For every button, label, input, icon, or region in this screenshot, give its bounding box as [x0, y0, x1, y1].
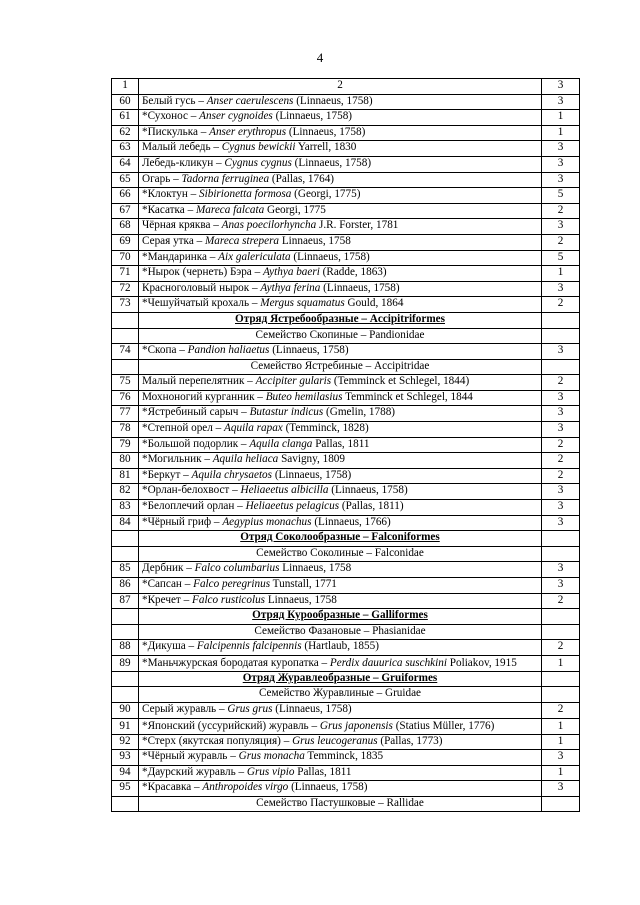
species-latin-name: Aquila rapax	[224, 422, 283, 435]
species-latin-name: Anas poecilorhyncha	[221, 219, 317, 232]
species-author: (Hartlaub, 1855)	[301, 640, 379, 653]
empty-cell	[542, 609, 580, 625]
species-name-cell	[139, 390, 542, 406]
species-author: Pallas, 1811	[312, 437, 370, 450]
species-number: 88	[112, 640, 139, 656]
species-number: 81	[112, 468, 139, 484]
species-name-cell	[139, 172, 542, 188]
species-number: 94	[112, 765, 139, 781]
family-heading-row	[112, 687, 580, 703]
order-heading: Отряд Соколообразные – Falconiformes	[139, 531, 542, 547]
order-heading: Отряд Курообразные – Galliformes	[139, 609, 542, 625]
species-author: Poliakov, 1915	[446, 656, 517, 669]
species-author: Linnaeus, 1758	[279, 562, 352, 575]
family-heading: Семейство Пастушковые – Rallidae	[139, 796, 542, 812]
species-name-cell	[139, 266, 542, 282]
species-name-cell	[139, 250, 542, 266]
status-category: 2	[542, 453, 580, 469]
status-category: 3	[542, 750, 580, 766]
status-category: 2	[542, 468, 580, 484]
species-row	[112, 188, 580, 204]
empty-cell	[542, 531, 580, 547]
status-category: 2	[542, 437, 580, 453]
species-number: 79	[112, 437, 139, 453]
species-name-cell	[139, 422, 542, 438]
species-russian-name: *Мандаринка –	[142, 250, 219, 263]
species-russian-name: *Клоктун –	[142, 188, 200, 201]
header-col-1: 1	[112, 79, 139, 95]
species-table-body	[112, 79, 580, 812]
species-latin-name: Cygnus bewickii	[221, 141, 296, 154]
species-author: (Pallas, 1773)	[377, 734, 443, 747]
species-russian-name: *Пискулька –	[142, 125, 210, 138]
family-heading: Семейство Соколиные – Falconidae	[139, 546, 542, 562]
species-name-cell	[139, 500, 542, 516]
species-latin-name: Grus japonensis	[319, 719, 393, 732]
species-number: 77	[112, 406, 139, 422]
species-russian-name: Белый гусь –	[142, 94, 207, 107]
species-number: 74	[112, 344, 139, 360]
species-russian-name: *Сапсан –	[142, 578, 194, 590]
status-category: 1	[542, 765, 580, 781]
species-latin-name: Aythya baeri	[262, 266, 320, 279]
species-russian-name: Дербник –	[142, 562, 195, 575]
species-russian-name: *Ястребиный сарыч –	[142, 406, 250, 419]
species-row	[112, 172, 580, 188]
species-number: 87	[112, 593, 139, 609]
species-row	[112, 500, 580, 516]
species-russian-name: Огарь –	[142, 172, 182, 185]
species-row	[112, 297, 580, 313]
species-name-cell	[139, 94, 542, 110]
species-row	[112, 250, 580, 266]
species-row	[112, 765, 580, 781]
order-heading-row	[112, 531, 580, 547]
species-number: 63	[112, 141, 139, 157]
species-latin-name: Tadorna ferruginea	[181, 172, 270, 185]
family-heading-row	[112, 328, 580, 344]
header-col-2: 2	[139, 79, 542, 95]
order-heading-row	[112, 609, 580, 625]
species-latin-name: Anser caerulescens	[206, 94, 294, 107]
species-author: (Linnaeus, 1758)	[320, 281, 400, 294]
species-latin-name: Aquila clanga	[249, 437, 313, 450]
empty-cell	[542, 796, 580, 812]
status-category: 2	[542, 703, 580, 719]
species-latin-name: Falcipennis falcipennis	[196, 640, 302, 653]
species-latin-name: Mareca falcata	[195, 203, 265, 216]
species-number: 78	[112, 422, 139, 438]
species-row	[112, 125, 580, 141]
species-row	[112, 578, 580, 594]
species-author: Linnaeus, 1758	[265, 593, 337, 606]
species-name-cell	[139, 219, 542, 235]
species-russian-name: *Японский (уссурийский) журавль –	[142, 719, 320, 732]
species-name-cell	[139, 734, 542, 750]
status-category: 5	[542, 188, 580, 204]
order-heading: Отряд Ястребообразные – Accipitriformes	[139, 312, 542, 328]
species-number: 80	[112, 453, 139, 469]
family-heading-row	[112, 359, 580, 375]
empty-cell	[112, 328, 139, 344]
species-number: 84	[112, 515, 139, 531]
species-latin-name: Falco peregrinus	[193, 578, 271, 590]
species-number: 93	[112, 750, 139, 766]
species-russian-name: *Скопа –	[142, 344, 188, 357]
species-name-cell	[139, 484, 542, 500]
species-latin-name: Buteo hemilasius	[265, 390, 343, 403]
status-category: 2	[542, 640, 580, 656]
species-latin-name: Falco columbarius	[194, 562, 280, 575]
species-author: (Linnaeus, 1766)	[311, 515, 391, 528]
species-russian-name: *Красавка –	[142, 781, 203, 794]
species-author: (Linnaeus, 1758)	[272, 703, 352, 716]
status-category: 3	[542, 562, 580, 578]
species-number: 62	[112, 125, 139, 141]
status-category: 3	[542, 406, 580, 422]
species-latin-name: Anthropoides virgo	[202, 781, 289, 794]
species-number: 76	[112, 390, 139, 406]
species-author: Yarrell, 1830	[295, 141, 357, 154]
empty-cell	[112, 671, 139, 687]
status-category: 1	[542, 734, 580, 750]
family-heading-row	[112, 796, 580, 812]
status-category: 3	[542, 344, 580, 360]
status-category: 2	[542, 203, 580, 219]
species-latin-name: Accipiter gularis	[255, 375, 332, 388]
empty-cell	[112, 546, 139, 562]
species-row	[112, 655, 580, 671]
species-author: (Pallas, 1811)	[339, 500, 404, 513]
species-number: 85	[112, 562, 139, 578]
species-number: 72	[112, 281, 139, 297]
status-category: 3	[542, 94, 580, 110]
species-name-cell	[139, 718, 542, 734]
species-name-cell	[139, 703, 542, 719]
species-latin-name: Grus leucogeranus	[292, 734, 378, 747]
species-row	[112, 750, 580, 766]
species-russian-name: *Чёрный журавль –	[142, 750, 239, 763]
status-category: 3	[542, 422, 580, 438]
species-russian-name: *Сухонос –	[142, 110, 200, 123]
species-latin-name: Aquila heliaca	[212, 453, 279, 466]
species-latin-name: Falco rusticolus	[192, 593, 266, 606]
species-latin-name: Mergus squamatus	[260, 297, 345, 310]
status-category: 3	[542, 500, 580, 516]
empty-cell	[542, 624, 580, 640]
status-category: 3	[542, 141, 580, 157]
species-name-cell	[139, 750, 542, 766]
species-russian-name: *Нырок (чернеть) Бэра –	[142, 266, 263, 279]
species-name-cell	[139, 141, 542, 157]
species-russian-name: *Могильник –	[142, 453, 213, 466]
species-russian-name: *Степной орел –	[142, 422, 225, 435]
species-latin-name: Aegypius monachus	[222, 515, 312, 528]
species-row	[112, 562, 580, 578]
species-row	[112, 110, 580, 126]
species-russian-name: *Стерх (якутская популяция) –	[142, 734, 293, 747]
species-number: 92	[112, 734, 139, 750]
species-russian-name: *Касатка –	[142, 203, 196, 216]
species-row	[112, 390, 580, 406]
status-category: 1	[542, 718, 580, 734]
species-row	[112, 515, 580, 531]
status-category: 3	[542, 281, 580, 297]
species-russian-name: *Белоплечий орлан –	[142, 500, 246, 513]
status-category: 1	[542, 655, 580, 671]
species-author: (Pallas, 1764)	[269, 172, 335, 185]
species-author: (Radde, 1863)	[319, 266, 387, 279]
species-number: 75	[112, 375, 139, 391]
species-name-cell	[139, 375, 542, 391]
species-russian-name: *Даурский журавль –	[142, 765, 247, 778]
status-category: 2	[542, 593, 580, 609]
status-category: 1	[542, 110, 580, 126]
species-author: J.R. Forster, 1781	[316, 219, 399, 232]
status-category: 1	[542, 266, 580, 282]
species-name-cell	[139, 578, 542, 594]
species-name-cell	[139, 437, 542, 453]
species-number: 70	[112, 250, 139, 266]
species-name-cell	[139, 515, 542, 531]
species-author: (Linnaeus, 1758)	[288, 781, 368, 794]
species-row	[112, 219, 580, 235]
order-heading-row	[112, 671, 580, 687]
species-russian-name: *Орлан-белохвост –	[142, 484, 241, 497]
species-author: Tunstall, 1771	[270, 578, 337, 590]
family-heading: Семейство Фазановые – Phasianidae	[139, 624, 542, 640]
species-number: 60	[112, 94, 139, 110]
species-row	[112, 422, 580, 438]
species-latin-name: Aythya ferina	[260, 281, 321, 294]
empty-cell	[112, 687, 139, 703]
species-latin-name: Anser erythropus	[209, 125, 287, 138]
header-col-3: 3	[542, 79, 580, 95]
empty-cell	[112, 312, 139, 328]
species-latin-name: Heliaeetus albicilla	[240, 484, 329, 497]
species-name-cell	[139, 156, 542, 172]
species-row	[112, 234, 580, 250]
empty-cell	[542, 312, 580, 328]
species-row	[112, 703, 580, 719]
species-name-cell	[139, 468, 542, 484]
species-latin-name: Pandion haliaetus	[187, 344, 270, 357]
species-author: (Temminck et Schlegel, 1844)	[331, 375, 470, 388]
species-author: (Linnaeus, 1758)	[291, 156, 372, 169]
empty-cell	[112, 359, 139, 375]
species-latin-name: Perdix dauurica suschkini	[329, 656, 447, 669]
status-category: 3	[542, 578, 580, 594]
empty-cell	[542, 328, 580, 344]
species-row	[112, 453, 580, 469]
family-heading: Семейство Скопиные – Pandionidae	[139, 328, 542, 344]
species-author: (Linnaeus, 1758)	[286, 125, 366, 138]
species-author: (Linnaeus, 1758)	[290, 250, 370, 263]
species-latin-name: Cygnus cygnus	[224, 156, 292, 169]
empty-cell	[112, 796, 139, 812]
species-russian-name: *Большой подорлик –	[142, 437, 250, 450]
family-heading: Семейство Ястребиные – Accipitridae	[139, 359, 542, 375]
species-author: (Linnaeus, 1758)	[293, 94, 373, 107]
status-category: 2	[542, 234, 580, 250]
species-russian-name: *Чешуйчатый крохаль –	[142, 297, 261, 310]
species-number: 68	[112, 219, 139, 235]
species-number: 95	[112, 781, 139, 797]
species-name-cell	[139, 453, 542, 469]
status-category: 2	[542, 375, 580, 391]
species-author: (Linnaeus, 1758)	[272, 468, 352, 481]
species-name-cell	[139, 297, 542, 313]
status-category: 1	[542, 125, 580, 141]
species-latin-name: Grus grus	[227, 703, 273, 716]
status-category: 2	[542, 297, 580, 313]
species-latin-name: Mareca strepera	[204, 234, 280, 247]
species-row	[112, 640, 580, 656]
species-name-cell	[139, 640, 542, 656]
species-author: Temminck et Schlegel, 1844	[342, 390, 473, 403]
species-author: Savigny, 1809	[278, 453, 345, 466]
empty-cell	[542, 687, 580, 703]
species-latin-name: Grus monacha	[238, 750, 305, 763]
species-number: 90	[112, 703, 139, 719]
species-latin-name: Grus vipio	[246, 765, 295, 778]
species-latin-name: Anser cygnoides	[199, 110, 273, 123]
species-latin-name: Heliaeetus pelagicus	[245, 500, 340, 513]
species-name-cell	[139, 281, 542, 297]
species-row	[112, 718, 580, 734]
empty-cell	[112, 609, 139, 625]
species-author: (Gmelin, 1788)	[323, 406, 396, 419]
order-heading-row	[112, 312, 580, 328]
species-name-cell	[139, 593, 542, 609]
status-category: 3	[542, 172, 580, 188]
species-name-cell	[139, 562, 542, 578]
species-row	[112, 203, 580, 219]
species-number: 71	[112, 266, 139, 282]
species-row	[112, 344, 580, 360]
family-heading-row	[112, 546, 580, 562]
species-author: (Linnaeus, 1758)	[328, 484, 408, 497]
species-author: Pallas, 1811	[294, 765, 352, 778]
species-russian-name: Серый журавль –	[142, 703, 228, 716]
species-latin-name: Aquila chrysaetos	[191, 468, 273, 481]
species-number: 82	[112, 484, 139, 500]
status-category: 3	[542, 390, 580, 406]
species-name-cell	[139, 655, 542, 671]
species-number: 86	[112, 578, 139, 594]
species-author: (Statius Müller, 1776)	[392, 719, 495, 732]
species-row	[112, 141, 580, 157]
species-russian-name: *Чёрный гриф –	[142, 515, 223, 528]
status-category: 3	[542, 781, 580, 797]
species-row	[112, 156, 580, 172]
family-heading-row	[112, 624, 580, 640]
species-russian-name: Мохноногий курганник –	[142, 390, 266, 403]
species-name-cell	[139, 203, 542, 219]
species-author: Temminck, 1835	[304, 750, 384, 763]
species-author: (Linnaeus, 1758)	[272, 110, 353, 123]
species-author: (Linnaeus, 1758)	[269, 344, 349, 357]
empty-cell	[542, 359, 580, 375]
species-author: Linnaeus, 1758	[279, 234, 351, 247]
species-name-cell	[139, 406, 542, 422]
species-author: Gould, 1864	[344, 297, 404, 310]
species-row	[112, 437, 580, 453]
species-russian-name: *Маньчжурская бородатая куропатка –	[142, 656, 330, 669]
species-russian-name: Лебедь-кликун –	[142, 156, 225, 169]
species-row	[112, 781, 580, 797]
empty-cell	[542, 671, 580, 687]
species-russian-name: *Беркут –	[142, 468, 192, 481]
species-name-cell	[139, 234, 542, 250]
empty-cell	[112, 531, 139, 547]
species-number: 64	[112, 156, 139, 172]
species-number: 67	[112, 203, 139, 219]
species-russian-name: Серая утка –	[142, 234, 205, 247]
status-category: 3	[542, 219, 580, 235]
species-row	[112, 734, 580, 750]
species-row	[112, 484, 580, 500]
species-name-cell	[139, 781, 542, 797]
status-category: 3	[542, 156, 580, 172]
species-number: 65	[112, 172, 139, 188]
species-name-cell	[139, 765, 542, 781]
table-header-row	[112, 79, 580, 95]
species-latin-name: Butastur indicus	[249, 406, 324, 419]
species-row	[112, 94, 580, 110]
status-category: 3	[542, 484, 580, 500]
empty-cell	[542, 546, 580, 562]
species-russian-name: *Кречет –	[142, 593, 193, 606]
species-number: 69	[112, 234, 139, 250]
species-number: 91	[112, 718, 139, 734]
species-row	[112, 266, 580, 282]
species-author: (Temminck, 1828)	[282, 422, 369, 435]
species-russian-name: Чёрная кряква –	[142, 219, 222, 232]
species-number: 66	[112, 188, 139, 204]
species-number: 89	[112, 655, 139, 671]
species-table	[111, 78, 580, 812]
species-row	[112, 406, 580, 422]
order-heading: Отряд Журавлеобразные – Gruiformes	[139, 671, 542, 687]
species-row	[112, 375, 580, 391]
species-name-cell	[139, 125, 542, 141]
species-row	[112, 468, 580, 484]
species-number: 83	[112, 500, 139, 516]
species-row	[112, 593, 580, 609]
species-name-cell	[139, 344, 542, 360]
species-name-cell	[139, 110, 542, 126]
family-heading: Семейство Журавлиные – Gruidae	[139, 687, 542, 703]
species-latin-name: Sibirionetta formosa	[199, 188, 292, 201]
species-russian-name: Малый перепелятник –	[142, 375, 256, 388]
species-latin-name: Aix galericulata	[218, 250, 291, 263]
species-author: (Georgi, 1775)	[291, 188, 361, 201]
species-number: 73	[112, 297, 139, 313]
species-russian-name: *Дикуша –	[142, 640, 197, 653]
species-number: 61	[112, 110, 139, 126]
species-name-cell	[139, 188, 542, 204]
species-row	[112, 281, 580, 297]
species-russian-name: Малый лебедь –	[142, 141, 222, 154]
empty-cell	[112, 624, 139, 640]
page-number: 4	[316, 50, 324, 65]
status-category: 3	[542, 515, 580, 531]
species-author: Georgi, 1775	[264, 203, 326, 216]
species-russian-name: Красноголовый нырок –	[142, 281, 261, 294]
status-category: 5	[542, 250, 580, 266]
